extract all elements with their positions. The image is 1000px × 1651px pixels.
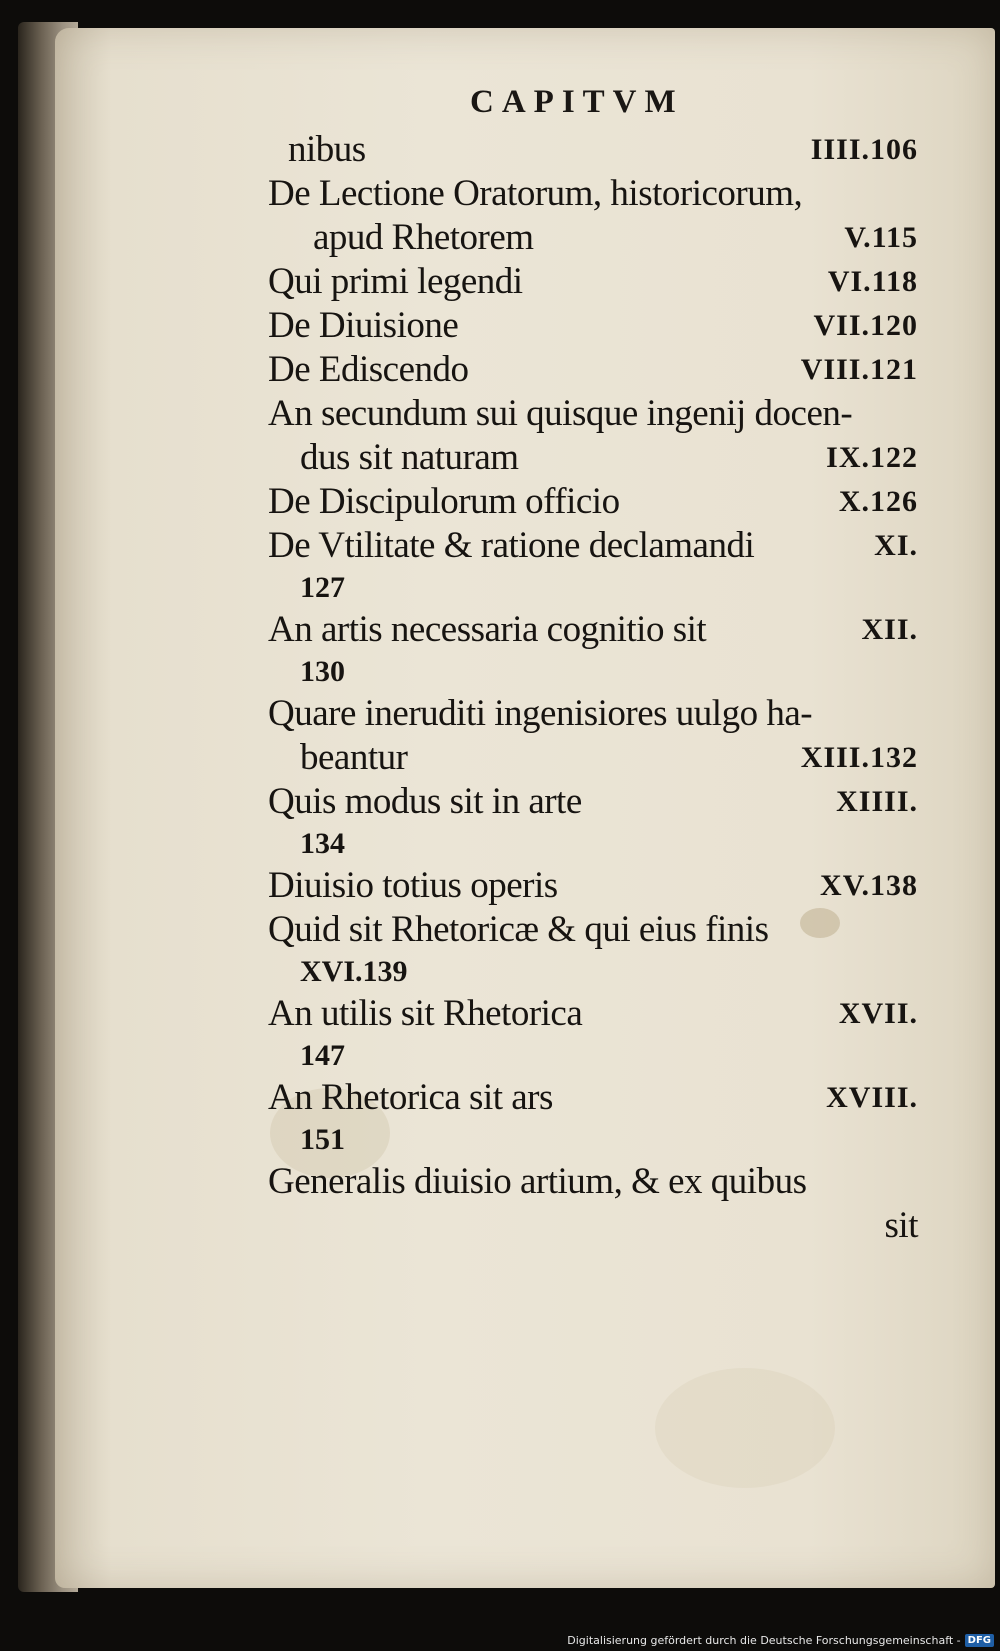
toc-entry-title: Generalis diuisio artium, & ex quibus <box>268 1161 807 1202</box>
toc-entry <box>268 992 918 1036</box>
chapter-page-number: VI.118 <box>827 265 918 298</box>
toc-entry <box>268 864 918 908</box>
chapter-page-number: XV.138 <box>820 869 918 902</box>
paper-stain <box>655 1368 835 1488</box>
toc-entry <box>268 608 918 652</box>
toc-entry <box>268 1076 918 1120</box>
chapter-page-number: IX.122 <box>826 441 918 474</box>
toc-entry <box>268 692 918 736</box>
toc-entry-title: De Lectione Oratorum, historicorum, <box>268 173 803 214</box>
toc-entry-title: An artis necessaria cognitio sit <box>268 609 707 650</box>
chapter-page-number: IIII.106 <box>810 133 918 166</box>
toc-entry <box>268 304 918 348</box>
chapter-page-number: X.126 <box>838 485 918 518</box>
page-number-continuation: 147 <box>300 1039 345 1072</box>
toc-entry-title: Qui primi legendi <box>268 261 523 302</box>
toc-entry-title: An secundum sui quisque ingenij docen- <box>268 393 853 434</box>
chapter-page-number: XI. <box>874 529 918 562</box>
toc-entry-title: Quis modus sit in arte <box>268 781 582 822</box>
toc-entry-title: sit <box>884 1205 918 1246</box>
toc-entry <box>268 128 918 172</box>
table-of-contents <box>268 128 918 1248</box>
toc-entry-title: An utilis sit Rhetorica <box>268 993 583 1034</box>
page-number-continuation: 134 <box>300 827 345 860</box>
toc-entry-title: beantur <box>300 737 408 778</box>
toc-entry <box>268 780 918 824</box>
toc-entry-title: nibus <box>288 129 366 170</box>
toc-entry <box>268 172 918 216</box>
chapter-page-number: XII. <box>861 613 918 646</box>
toc-entry-title: apud Rhetorem <box>313 217 534 258</box>
toc-entry-title: dus sit naturam <box>300 437 519 478</box>
toc-entry-title: Diuisio totius operis <box>268 865 558 906</box>
toc-entry-title: Quid sit Rhetoricæ & qui eius finis <box>268 909 769 950</box>
digitization-credit <box>567 1634 994 1647</box>
toc-entry-title: De Diuisione <box>268 305 459 346</box>
toc-entry-title: De Discipulorum officio <box>268 481 620 522</box>
catchword <box>268 1204 918 1248</box>
toc-entry-title: De Vtilitate & ratione declamandi <box>268 525 755 566</box>
chapter-page-number: XVIII. <box>826 1081 918 1114</box>
chapter-page-number: XIIII. <box>836 785 918 818</box>
running-header: CAPITVM <box>470 84 684 120</box>
toc-entry <box>268 260 918 304</box>
toc-entry <box>268 1160 918 1204</box>
toc-entry-title: De Ediscendo <box>268 349 469 390</box>
page-number-continuation: 151 <box>300 1123 345 1156</box>
toc-entry <box>268 480 918 524</box>
dfg-logo-icon: DFG <box>965 1634 994 1647</box>
chapter-page-number: VIII.121 <box>800 353 918 386</box>
chapter-page-number: XVII. <box>838 997 918 1030</box>
toc-entry-title: An Rhetorica sit ars <box>268 1077 553 1118</box>
toc-entry <box>268 736 918 780</box>
toc-entry <box>268 908 918 952</box>
toc-entry <box>268 524 918 568</box>
page-number-continuation: XVI.139 <box>300 955 408 988</box>
toc-entry <box>268 348 918 392</box>
page-number-continuation: 130 <box>300 655 345 688</box>
credit-text: Digitalisierung gefördert durch die Deutsche Forschungsgemeinschaft - <box>567 1634 961 1647</box>
toc-entry <box>268 392 918 436</box>
toc-entry <box>268 436 918 480</box>
toc-entry-title: Quare ineruditi ingenisiores uulgo ha- <box>268 693 813 734</box>
chapter-page-number: XIII.132 <box>800 741 918 774</box>
toc-entry <box>268 216 918 260</box>
page-number-continuation: 127 <box>300 571 345 604</box>
chapter-page-number: V.115 <box>844 221 918 254</box>
chapter-page-number: VII.120 <box>813 309 918 342</box>
